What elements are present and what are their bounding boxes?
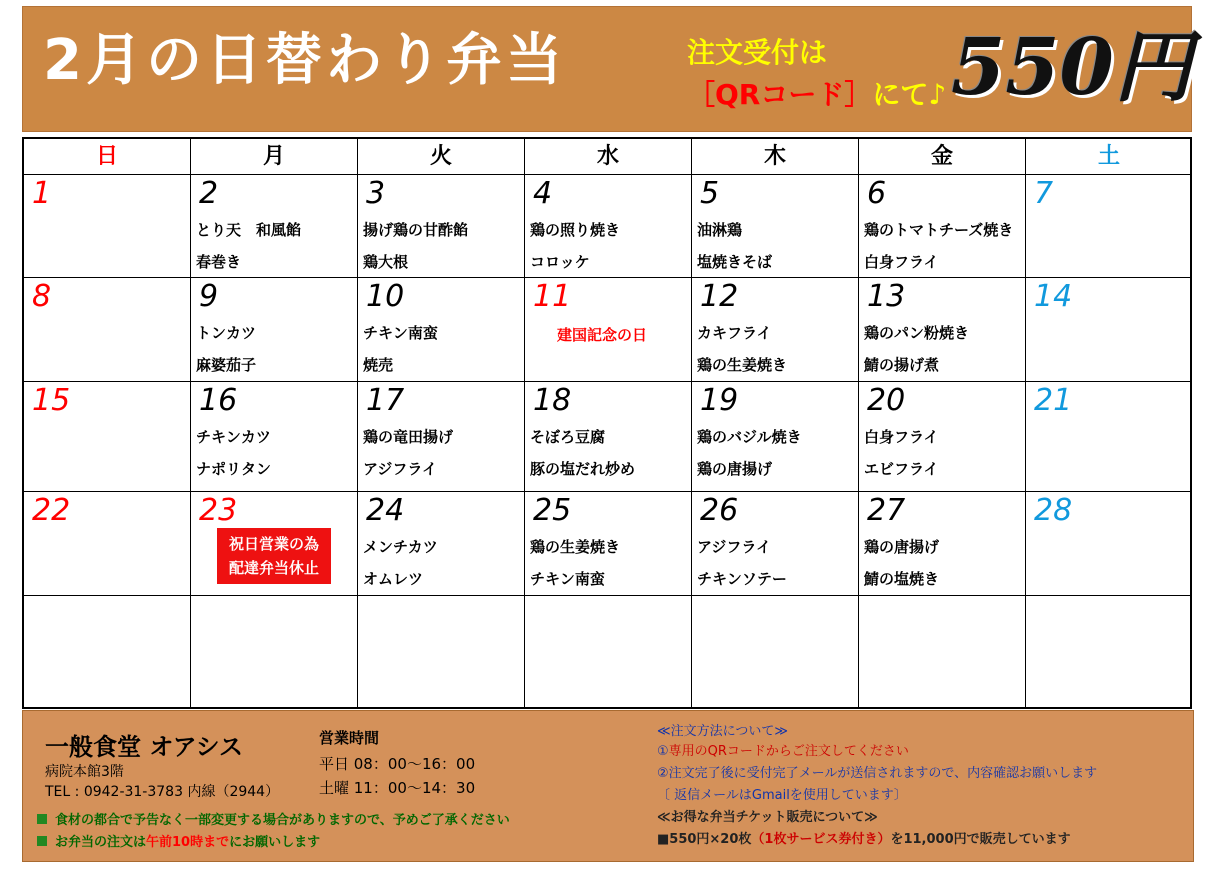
calendar-day-cell [191,596,358,709]
calendar-day-cell [1026,382,1192,492]
weekday-header: 土 [1026,139,1192,175]
calendar-day-cell [859,596,1026,709]
menu-item-2: エビフライ [864,460,939,478]
menu-item-1: とり天 和風餡 [196,221,302,239]
menu-item-1: 鶏のバジル焼き [697,428,802,446]
day-number: 20 [867,383,906,418]
menu-item-2: 鶏の唐揚げ [697,460,773,478]
day-number: 3 [366,176,386,211]
calendar-day-cell [525,278,692,382]
menu-item-1: 鶏のパン粉焼き [864,324,970,342]
shop-location: 病院本館3階 [45,764,124,780]
hours-weekday: 平日 08：00～16：00 [319,755,476,773]
menu-item-2: 春巻き [196,253,242,271]
day-number: 18 [533,383,572,418]
note-order-deadline: お弁当の注文は午前10時までにお願いします [37,831,320,850]
menu-item-1: そぼろ豆腐 [530,428,606,446]
day-number: 12 [700,279,739,314]
day-number: 19 [700,383,739,418]
menu-item-2: 鶏の生姜焼き [697,356,788,374]
menu-item-1: チキン南蛮 [363,324,438,342]
square-bullet-icon [37,836,47,846]
menu-item-2: 焼売 [363,356,394,374]
day-number: 28 [1034,493,1073,528]
calendar-day-cell [1026,278,1192,382]
menu-item-2: 麻婆茄子 [196,356,257,374]
page-title: 2月の日替わり弁当 [43,28,566,93]
calendar-day-cell [358,382,525,492]
menu-item-2: ナポリタン [196,460,272,478]
weekday-header: 木 [692,139,859,175]
day-number: 22 [32,493,71,528]
calendar-day-cell [692,175,859,278]
day-number: 8 [32,279,52,314]
day-number: 15 [32,383,71,418]
menu-item-2: 鯖の塩焼き [864,570,940,588]
calendar-day-cell [191,492,358,596]
calendar-day-cell [191,278,358,382]
hours-title: 営業時間 [319,729,380,747]
menu-item-1: 鶏の照り焼き [530,221,621,239]
day-number: 1 [32,176,52,211]
shop-phone: TEL : 0942-31-3783 内線（2944） [45,784,280,800]
calendar-day-cell [525,175,692,278]
menu-item-1: トンカツ [196,324,257,342]
calendar-day-cell [525,492,692,596]
calendar-day-cell [1026,492,1192,596]
calendar-day-cell [24,492,191,596]
calendar-day-cell [692,382,859,492]
menu-item-1: チキンカツ [196,428,271,446]
calendar-day-cell [859,175,1026,278]
weekday-header: 金 [859,139,1026,175]
closed-badge-line1: 祝日営業の為 [228,535,319,553]
day-number: 10 [366,279,405,314]
calendar-day-cell [1026,175,1192,278]
menu-item-1: 鶏の唐揚げ [864,538,940,556]
day-number: 25 [533,493,572,528]
menu-item-2: アジフライ [363,460,437,478]
menu-item-2: オムレツ [363,570,424,588]
calendar-day-cell [358,175,525,278]
calendar-day-cell [692,492,859,596]
holiday-note: 建国記念の日 [557,326,648,344]
day-number: 13 [867,279,906,314]
calendar-day-cell [358,492,525,596]
weekday-header: 水 [525,139,692,175]
calendar-day-cell [24,175,191,278]
menu-item-1: カキフライ [697,324,772,342]
calendar-day-cell [1026,596,1192,709]
menu-item-2: 鯖の揚げ煮 [864,356,940,374]
calendar-day-cell [358,596,525,709]
calendar-day-cell [859,382,1026,492]
menu-item-1: 白身フライ [864,428,939,446]
shop-name: 一般食堂 オアシス [45,733,243,761]
header-banner [22,6,1192,132]
menu-item-1: メンチカツ [363,538,438,556]
day-number: 16 [199,383,238,418]
weekday-header: 火 [358,139,525,175]
day-number: 6 [867,176,887,211]
menu-item-2: 白身フライ [864,253,939,271]
calendar-day-cell [525,596,692,709]
menu-item-1: 鶏の生姜焼き [530,538,621,556]
weekday-header: 月 [191,139,358,175]
footer-panel [22,710,1194,862]
calendar-day-cell [24,596,191,709]
day-number: 24 [366,493,405,528]
calendar-day-cell [692,596,859,709]
menu-item-1: 揚げ鶏の甘酢餡 [363,221,469,239]
menu-item-1: 鶏のトマトチーズ焼き [864,221,1014,239]
menu-item-2: 塩焼きそば [697,253,773,271]
weekday-header: 日 [24,139,191,175]
calendar-day-cell [525,382,692,492]
order-step-2-note: 〔 返信メールはGmailを使用しています〕 [657,788,907,803]
day-number: 23 [199,493,238,528]
day-number: 7 [1034,176,1054,211]
menu-item-2: 鶏大根 [363,253,409,271]
day-number: 26 [700,493,739,528]
ticket-title: ≪お得な弁当チケット販売について≫ [657,810,878,825]
order-step-1: ①専用のQRコードからご注文してください [657,744,909,759]
square-bullet-icon [37,814,47,824]
price-label: 550円 [951,22,1192,113]
menu-item-2: チキン南蛮 [530,570,605,588]
day-number: 21 [1034,383,1073,418]
calendar-day-cell [358,278,525,382]
day-number: 9 [199,279,219,314]
day-number: 2 [199,176,219,211]
day-number: 17 [366,383,405,418]
menu-item-2: コロッケ [530,253,590,271]
calendar-day-cell [24,278,191,382]
order-info-line1: 注文受付は [687,36,828,69]
closed-badge-line2: 配達弁当休止 [228,559,319,577]
calendar-day-cell [859,492,1026,596]
calendar-day-cell [859,278,1026,382]
menu-item-2: チキンソテー [697,570,787,588]
qr-code-label: ［QRコード］ [687,78,873,111]
menu-item-1: アジフライ [697,538,771,556]
ticket-info: ■550円×20枚（1枚サービス券付き）を11,000円で販売しています [657,832,1071,847]
day-number: 11 [533,279,572,314]
calendar-day-cell [191,382,358,492]
calendar-day-cell [692,278,859,382]
order-method-title: ≪注文方法について≫ [657,724,788,739]
order-suffix: にて♪ [872,78,947,111]
calendar-grid [22,137,1192,709]
order-step-2: ②注文完了後に受付完了メールが送信されますので、内容確認お願いします [657,766,1098,781]
order-info-line2 [687,78,947,111]
calendar-day-cell [191,175,358,278]
hours-saturday: 土曜 11：00～14：30 [319,779,476,797]
day-number: 5 [700,176,720,211]
menu-item-2: 豚の塩だれ炒め [530,460,636,478]
menu-item-1: 鶏の竜田揚げ [363,428,454,446]
day-number: 4 [533,176,553,211]
delivery-closed-badge [217,528,331,584]
menu-item-1: 油淋鶏 [697,221,743,239]
day-number: 14 [1034,279,1073,314]
day-number: 27 [867,493,906,528]
calendar-day-cell [24,382,191,492]
note-menu-change: 食材の都合で予告なく一部変更する場合がありますので、予めご了承ください [37,809,510,828]
